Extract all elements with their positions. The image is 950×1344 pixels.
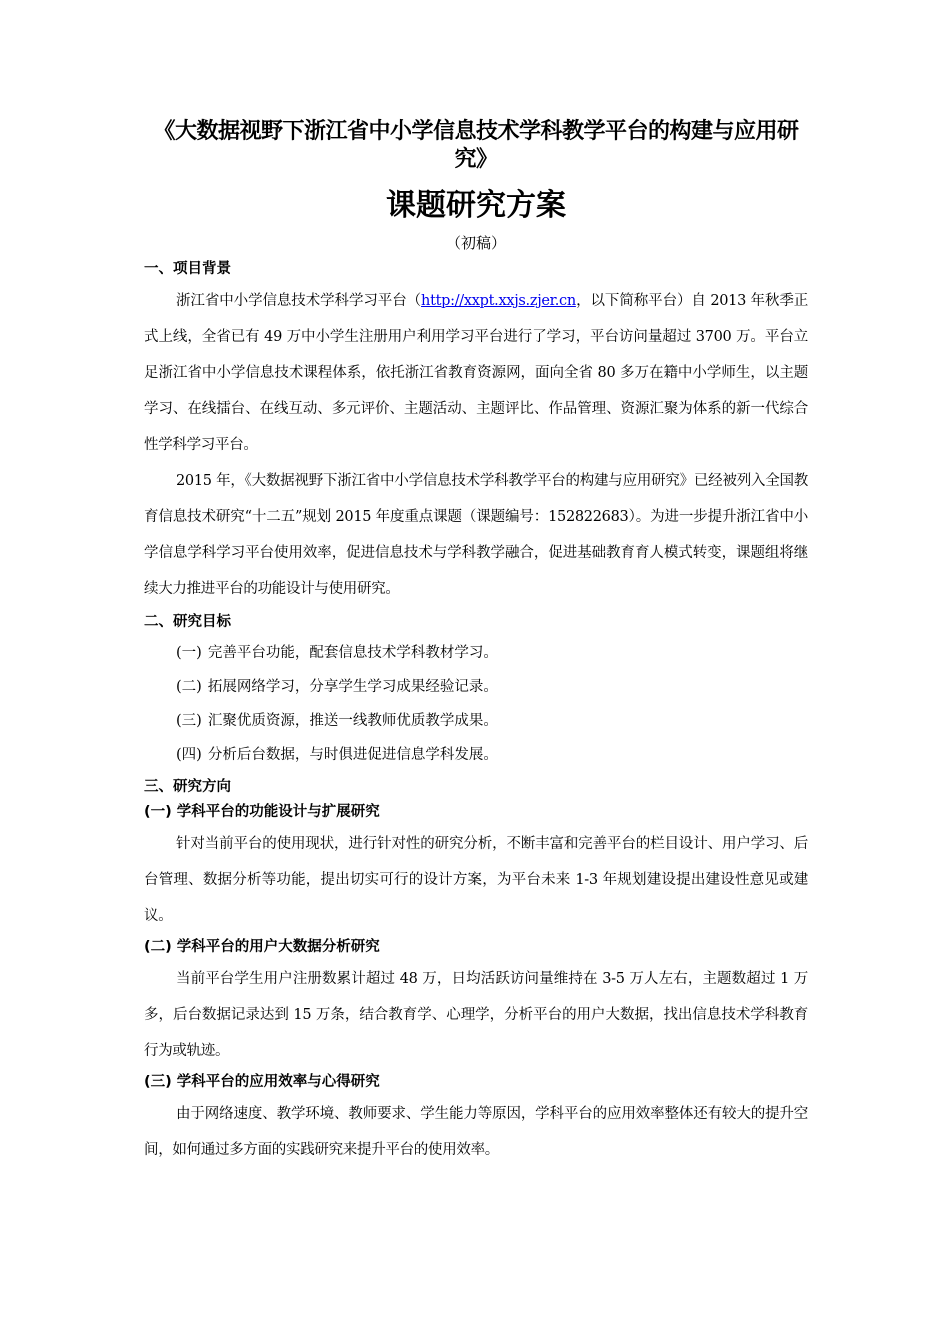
goal-text: 分析后台数据，与时俱进促进信息学科发展。 <box>207 747 498 763</box>
goal-number: (三) <box>176 713 202 729</box>
section-heading-background: 一、项目背景 <box>144 261 231 277</box>
background-text-b: ，以下简称平台）自 2013 年秋季正式上线，全省已有 49 万中小学生注册用户利用学习平台进行了学习，平台访问量超过 3700 万。平台立足浙江省中小学信息技术课程体系，依托浙江省教育资源网，面向全省 80 多万在籍中小学师生，以主题学习、在线擂台、在线互动、多元评价、主题活动、主题评比、作品管理、资源汇聚为体系的新一代综合性学科学习平台。 <box>144 293 809 453</box>
goal-item <box>144 670 808 704</box>
document-title: 《大数据视野下浙江省中小学信息技术学科教学平台的构建与应用研究》 <box>153 119 799 172</box>
subsection-heading-2: (二) 学科平台的用户大数据分析研究 <box>144 939 380 955</box>
goal-text: 完善平台功能，配套信息技术学科教材学习。 <box>207 645 498 661</box>
draft-label: （初稿） <box>445 234 506 252</box>
goal-number: (一) <box>176 645 202 661</box>
goal-text: 拓展网络学习，分享学生学习成果经验记录。 <box>207 679 498 695</box>
subsection-paragraph-1: 针对当前平台的使用现状，进行针对性的研究分析，不断丰富和完善平台的栏目设计、用户学习、后台管理、数据分析等功能，提出切实可行的设计方案，为平台未来 1-3 年规划建设提出建设性意见或建议。 <box>144 836 808 924</box>
document-subtitle: 课题研究方案 <box>386 188 566 223</box>
subsection-heading-1: (一) 学科平台的功能设计与扩展研究 <box>144 804 380 820</box>
background-text-a: 浙江省中小学信息技术学科学习平台（ <box>176 293 422 309</box>
goal-item <box>144 738 808 772</box>
background-paragraph-2: 2015 年，《大数据视野下浙江省中小学信息技术学科教学平台的构建与应用研究》已经被列入全国教育信息技术研究“十二五”规划 2015 年度重点课题（课题编号：152822683）。为进一步提升浙江省中小学信息学科学习平台使用效率，促进信息技术与学科教学融合，促进基础教育育人模式转变，课题组将继续大力推进平台的功能设计与使用研究。 <box>144 473 808 597</box>
section-directions <box>144 776 808 1168</box>
section-goals <box>144 611 808 772</box>
section-heading-goals: 二、研究目标 <box>144 614 231 630</box>
platform-link[interactable]: http://xxpt.xxjs.zjer.cn <box>421 293 576 309</box>
subsection-paragraph-3: 由于网络速度、教学环境、教师要求、学生能力等原因，学科平台的应用效率整体还有较大的提升空间，如何通过多方面的实践研究来提升平台的使用效率。 <box>144 1106 808 1158</box>
goal-item <box>144 704 808 738</box>
document-page <box>144 118 808 1168</box>
goal-number: (四) <box>176 747 202 763</box>
subsection-paragraph-2: 当前平台学生用户注册数累计超过 48 万，日均活跃访问量维持在 3-5 万人左右，主题数超过 1 万多，后台数据记录达到 15 万条，结合教育学、心理学，分析平台的用户大数据，找出信息技术学科教育行为或轨迹。 <box>144 971 808 1059</box>
goal-number: (二) <box>176 679 202 695</box>
section-background <box>144 258 808 607</box>
background-paragraph-1 <box>144 283 808 463</box>
goal-item <box>144 636 808 670</box>
goal-list <box>144 636 808 772</box>
goal-text: 汇聚优质资源，推送一线教师优质教学成果。 <box>207 713 498 729</box>
subsection-heading-3: (三) 学科平台的应用效率与心得研究 <box>144 1074 380 1090</box>
section-heading-directions: 三、研究方向 <box>144 779 231 795</box>
